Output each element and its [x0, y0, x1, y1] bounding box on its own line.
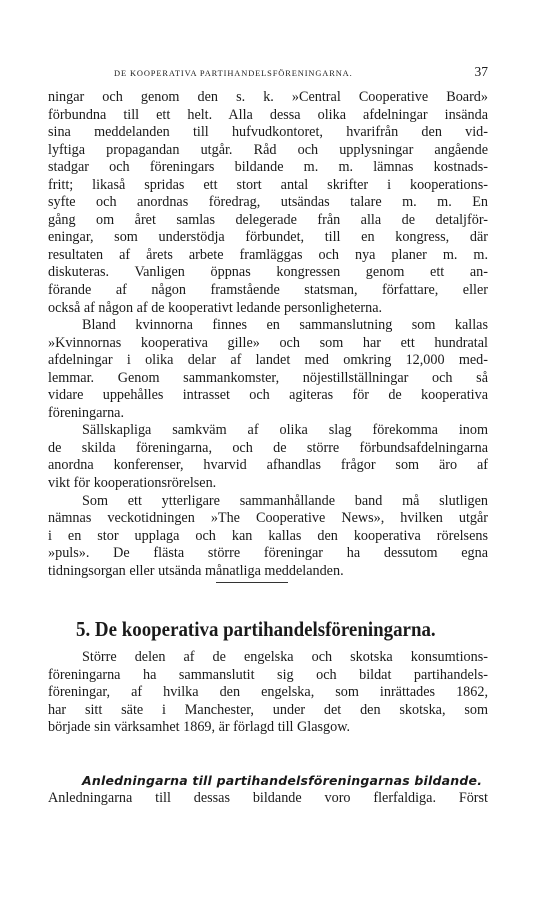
- text-line: vidare uppehålles intrasset och agiteras för de kooperativa: [48, 387, 488, 404]
- body-text-top: [48, 89, 488, 580]
- text-line: fritt; likaså spridas ett stort antal skrifter i kooperations-: [48, 176, 488, 193]
- text-line: Större delen af de engelska och skotska konsumtions-: [82, 649, 488, 665]
- text-line: gång om året samlas delegerade från alla de detaljför-: [48, 211, 488, 228]
- text-line: Sällskapliga samkväm af olika slag förekomma inom: [82, 422, 488, 439]
- text-line: började sin värksamhet 1869, är förlagd till Glasgow.: [48, 719, 351, 736]
- text-line: sina meddelanden till hufvudkontoret, hvarifrån den vid-: [48, 124, 488, 141]
- text-line: »Kvinnornas kooperativa gille» och som har ett hundratal: [48, 334, 488, 351]
- subsection-subhead: [48, 772, 488, 790]
- text-line: också af någon af de kooperativt ledande personligheterna.: [48, 299, 383, 316]
- text-line: Anledningarna till dessas bildande voro flerfaldiga. Först: [48, 789, 488, 806]
- text-line: Bland kvinnorna finnes en sammanslutning som kallas: [82, 317, 488, 334]
- text-line: anordna konferenser, hvarvid afhandlas frågor som äro af: [48, 457, 488, 474]
- text-line: föreningar, af hvilka den engelska, som inrättades 1862,: [48, 684, 488, 701]
- text-line: eningar, som understödja förbundet, till en kongress, där: [48, 229, 488, 246]
- text-line: föreningarna ha sammanslutit sig och bildat partihandels-: [48, 666, 488, 683]
- text-line: tidningsorgan eller utsända månatliga meddelanden.: [48, 562, 344, 579]
- running-head: [48, 64, 488, 80]
- text-line: diskuteras. Vanligen öppnas kongressen genom ett an-: [48, 264, 488, 281]
- text-line: syfte och anordnas föredrag, utsändas talare m. m. En: [48, 194, 488, 211]
- text-line: ningar och genom den s. k. »Central Cooperative Board»: [48, 89, 488, 105]
- body-text-final: [48, 772, 488, 807]
- text-line: i en stor upplaga och kan kallas den kooperativa rörelsens: [48, 527, 488, 544]
- text-line: förande af någon framstående statsman, författare, eller: [48, 282, 488, 299]
- text-line: har sitt säte i Manchester, under det den skotska, som: [48, 701, 488, 718]
- subsection-subhead-text: Anledningarna till partihandelsföreningarnas bildande.: [82, 773, 483, 788]
- text-line: »puls». De flästa större föreningar ha dessutom egna: [48, 545, 488, 562]
- text-line: nämnas veckotidningen »The Cooperative News», hvilken utgår: [48, 510, 488, 527]
- text-line: vikt för kooperationsrörelsen.: [48, 475, 217, 492]
- text-line: lyftiga propagandan utgår. Råd och upplysningar angående: [48, 141, 488, 158]
- text-line: afdelningar i olika delar af landet med omkring 12,000 med-: [48, 352, 488, 369]
- text-line: Som ett ytterligare sammanhållande band må slutligen: [82, 492, 488, 509]
- text-line: föreningarna.: [48, 404, 125, 421]
- running-title: DE KOOPERATIVA PARTIHANDELSFÖRENINGARNA.: [114, 69, 353, 78]
- text-line: lemmar. Genom sammankomster, nöjestillställningar och så: [48, 369, 488, 386]
- section-heading: 5. De kooperativa partihandelsföreningarna.: [76, 617, 436, 641]
- text-line: stadgar och föreningars bildande m. m. lämnas kostnads-: [48, 159, 488, 176]
- text-line: resultaten af årets arbete framläggas och nya planer m. m.: [48, 246, 488, 263]
- section-divider: [216, 582, 288, 583]
- text-line: förbundna till ett helt. Alla dessa olika afdelningar insända: [48, 106, 488, 123]
- body-text-section: [48, 649, 488, 737]
- page-number: 37: [474, 64, 488, 79]
- text-line: de skilda föreningarna, och de större förbundsafdelningarna: [48, 439, 488, 456]
